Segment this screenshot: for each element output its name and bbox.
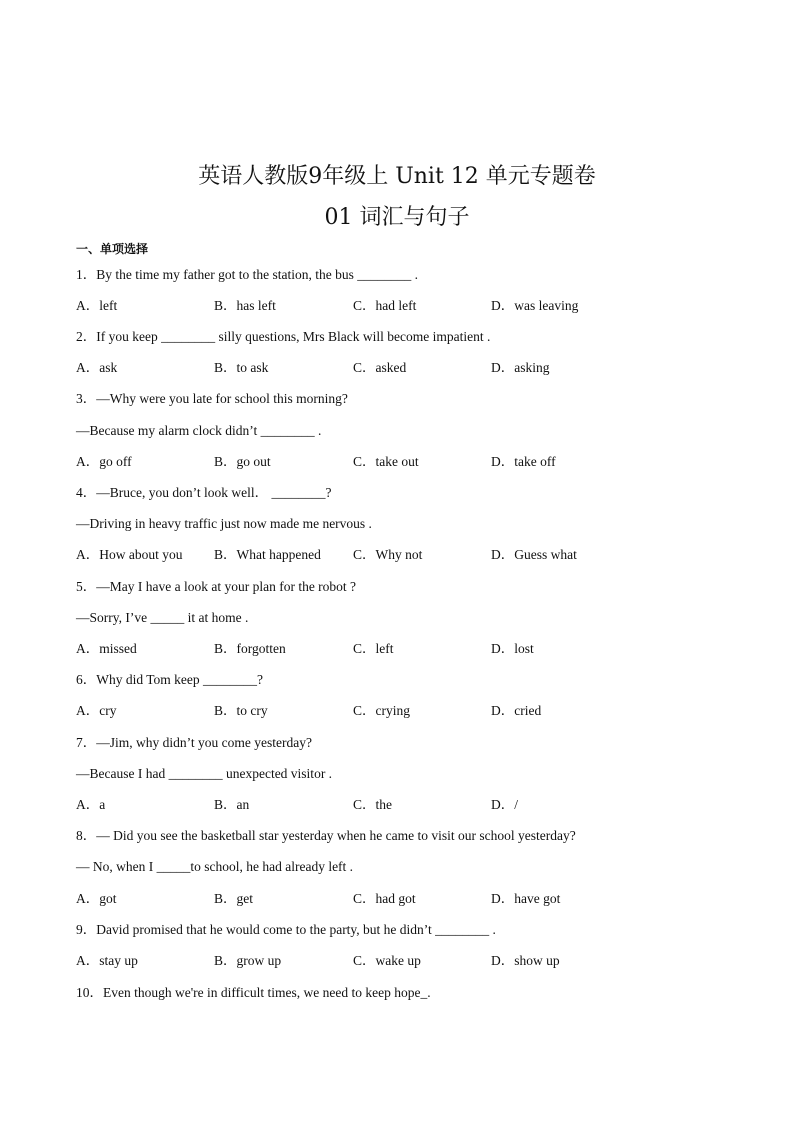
question-6-option-d: D．cried: [491, 703, 542, 718]
question-4-option-a: A．How about you: [76, 547, 183, 562]
question-4-option-b: B．What happened: [214, 547, 321, 562]
question-7-option-a: A．a: [76, 797, 106, 812]
question-3-reply: —Because my alarm clock didn’t ________ .: [76, 423, 322, 438]
question-10-stem: 10．Even though we're in difficult times, we need to keep hope_.: [76, 985, 431, 1000]
question-5-reply: —Sorry, I’ve _____ it at home .: [76, 610, 249, 625]
question-4-option-d: D．Guess what: [491, 547, 577, 562]
question-8-option-a: A．got: [76, 891, 117, 906]
question-7-reply: —Because I had ________ unexpected visitor .: [76, 766, 333, 781]
question-8-option-d: D．have got: [491, 891, 561, 906]
question-6-option-a: A．cry: [76, 703, 117, 718]
question-9-option-a: A．stay up: [76, 953, 138, 968]
question-1-option-a: A．left: [76, 298, 118, 313]
question-9-option-d: D．show up: [491, 953, 560, 968]
question-2-option-b: B．to ask: [214, 360, 269, 375]
question-7-option-b: B．an: [214, 797, 250, 812]
question-3-stem: 3．—Why were you late for school this morning?: [76, 391, 348, 406]
section-heading: 一、单项选择: [76, 242, 149, 256]
question-8-option-c: C．had got: [353, 891, 416, 906]
question-8-reply: — No, when I _____to school, he had already left .: [76, 859, 354, 874]
question-7-option-d: D．/: [491, 797, 518, 812]
question-3-option-c: C．take out: [353, 454, 419, 469]
question-8-stem: 8．— Did you see the basketball star yesterday when he came to visit our school yesterday?: [76, 828, 576, 843]
question-5-option-a: A．missed: [76, 641, 137, 656]
question-6-stem: 6．Why did Tom keep ________?: [76, 672, 264, 687]
question-5-option-c: C．left: [353, 641, 394, 656]
question-5-stem: 5．—May I have a look at your plan for the robot ?: [76, 579, 357, 594]
document-title: 英语人教版9年级上 Unit 12 单元专题卷: [198, 164, 596, 189]
question-2-option-a: A．ask: [76, 360, 118, 375]
question-7-stem: 7．—Jim, why didn’t you come yesterday?: [76, 735, 312, 750]
question-1-option-c: C．had left: [353, 298, 417, 313]
question-1-option-d: D．was leaving: [491, 298, 579, 313]
document-subtitle: 01 词汇与句子: [324, 205, 470, 230]
question-9-option-c: C．wake up: [353, 953, 421, 968]
question-9-option-b: B．grow up: [214, 953, 282, 968]
question-7-option-c: C．the: [353, 797, 392, 812]
question-1-option-b: B．has left: [214, 298, 276, 313]
question-2-stem: 2．If you keep ________ silly questions, Mrs Black will become impatient .: [76, 329, 491, 344]
question-5-option-b: B．forgotten: [214, 641, 286, 656]
question-8-option-b: B．get: [214, 891, 253, 906]
question-1-stem: 1．By the time my father got to the station, the bus ________ .: [76, 267, 418, 282]
question-2-option-c: C．asked: [353, 360, 407, 375]
question-3-option-d: D．take off: [491, 454, 556, 469]
question-3-option-a: A．go off: [76, 454, 132, 469]
question-6-option-c: C．crying: [353, 703, 410, 718]
question-4-reply: —Driving in heavy traffic just now made me nervous .: [76, 516, 372, 531]
question-5-option-d: D．lost: [491, 641, 534, 656]
question-6-option-b: B．to cry: [214, 703, 268, 718]
question-4-option-c: C．Why not: [353, 547, 423, 562]
question-2-option-d: D．asking: [491, 360, 550, 375]
question-4-stem: 4．—Bruce, you don’t look well． ________?: [76, 485, 332, 500]
question-3-option-b: B．go out: [214, 454, 271, 469]
question-9-stem: 9．David promised that he would come to the party, but he didn’t ________ .: [76, 922, 496, 937]
